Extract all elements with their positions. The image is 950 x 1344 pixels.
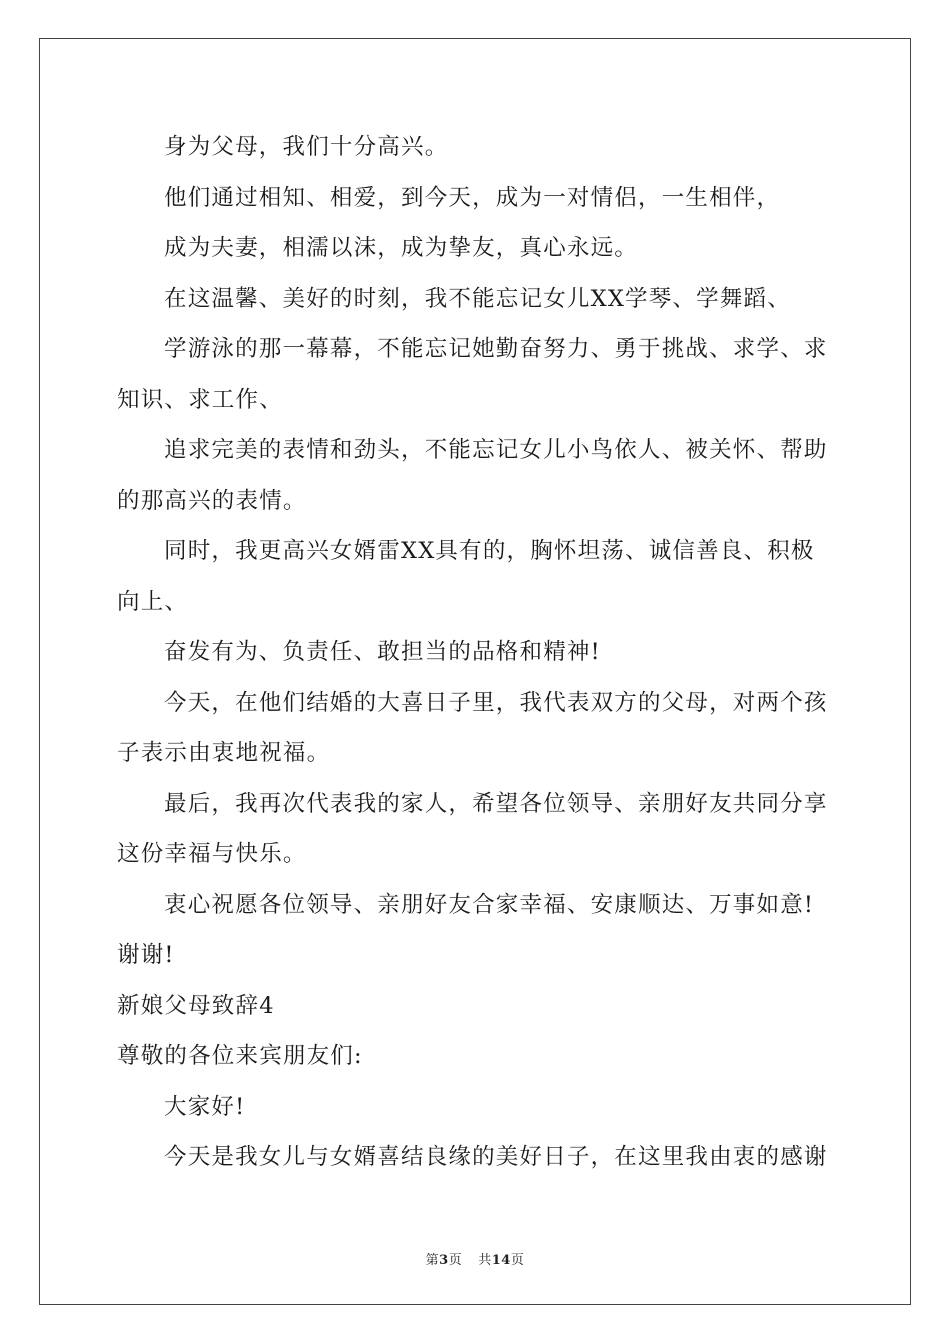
paragraph: 追求完美的表情和劲头，不能忘记女儿小鸟依人、被关怀、帮助的那高兴的表情。: [117, 437, 828, 514]
paragraph: 身为父母，我们十分高兴。: [164, 134, 449, 160]
paragraph: 衷心祝愿各位领导、亲朋好友合家幸福、安康顺达、万事如意!谢谢!: [117, 891, 815, 968]
paragraph: 奋发有为、负责任、敢担当的品格和精神!: [164, 639, 601, 665]
salutation: 尊敬的各位来宾朋友们:: [117, 1043, 363, 1069]
section-heading: 新娘父母致辞4: [117, 992, 275, 1019]
page-number-label: 第3页: [425, 1253, 463, 1268]
paragraph: 今天，在他们结婚的大喜日子里，我代表双方的父母，对两个孩子表示由衷地祝福。: [117, 689, 828, 766]
paragraph: 在这温馨、美好的时刻，我不能忘记女儿XX学琴、学舞蹈、: [164, 285, 791, 312]
page-footer: [0, 1249, 950, 1268]
document-body: [117, 122, 837, 1183]
total-pages: 14: [491, 1253, 511, 1268]
greeting: 大家好!: [164, 1093, 246, 1120]
total-pages-label: 共14页: [478, 1253, 525, 1268]
paragraph: 同时，我更高兴女婿雷XX具有的，胸怀坦荡、诚信善良、积极向上、: [117, 538, 815, 615]
current-page: 3: [439, 1253, 449, 1268]
paragraph: 学游泳的那一幕幕，不能忘记她勤奋努力、勇于挑战、求学、求知识、求工作、: [117, 336, 828, 413]
paragraph: 他们通过相知、相爱，到今天，成为一对情侣，一生相伴，: [164, 184, 781, 211]
paragraph: 今天是我女儿与女婿喜结良缘的美好日子，在这里我由衷的感谢: [164, 1144, 828, 1170]
paragraph: 最后，我再次代表我的家人，希望各位领导、亲朋好友共同分享这份幸福与快乐。: [117, 790, 828, 867]
paragraph: 成为夫妻，相濡以沫，成为挚友，真心永远。: [164, 235, 639, 261]
